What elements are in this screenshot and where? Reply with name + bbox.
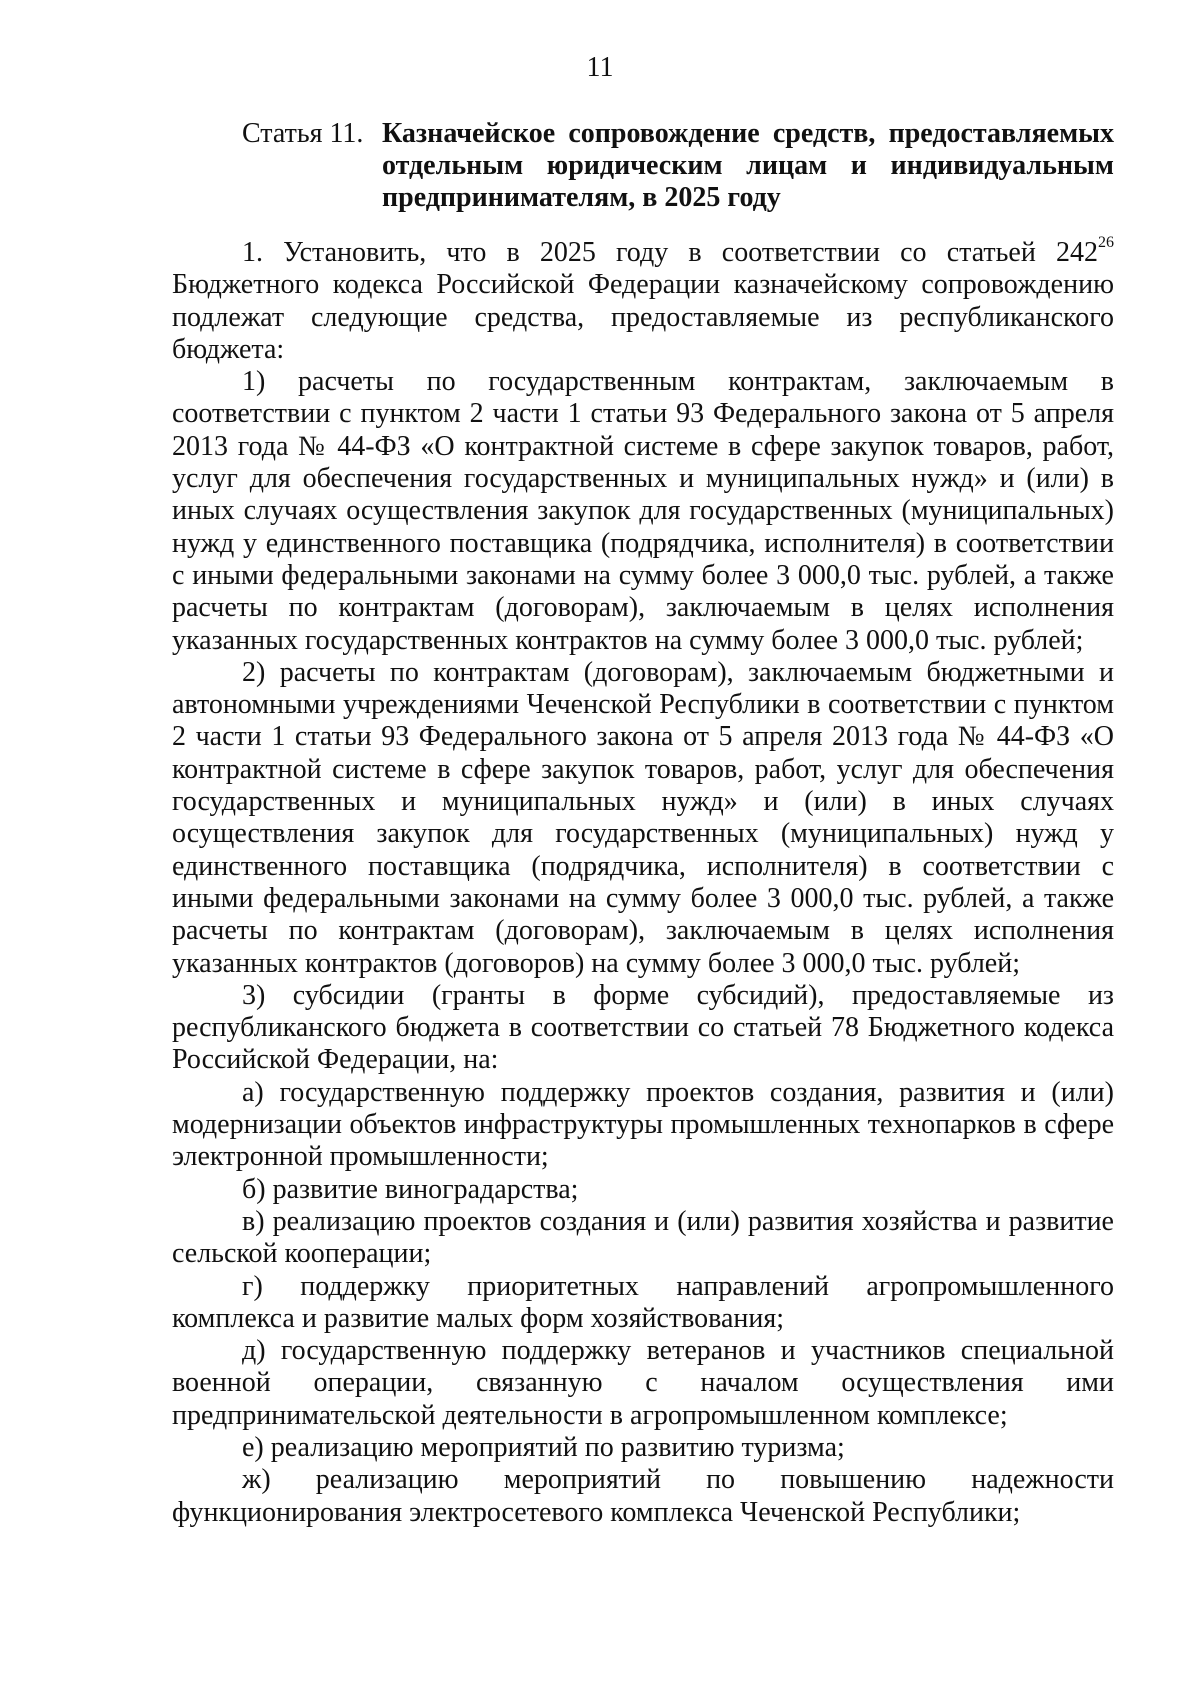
paragraph-1 [172, 234, 1114, 366]
subitem-v: в) реализацию проектов создания и (или) развития хозяйства и развитие сельской кооперации; [172, 1205, 1114, 1270]
subitem-b: б) развитие виноградарства; [242, 1173, 579, 1205]
subitem-zh: ж) реализацию мероприятий по повышению надежности функционирования электросетевого комплекса Чеченской Республики; [172, 1464, 1114, 1528]
item-2: 2) расчеты по контрактам (договорам), заключаемым бюджетными и автономными учреждениями Чеченской Республики в соответствии с пунктом 2 части 1 статьи 93 Федерального закона от 5 апреля 2013 года № 44-ФЗ «О контрактной системе в сфере закупок товаров, работ, услуг для обеспечения государственных и муниципальных нужд» и (или) в иных случаях осуществления закупок для государственных (муниципальных) нужд у единственного поставщика (подрядчика, исполнителя) в соответствии с иными федеральными законами на сумму более 3 000,0 тыс. рублей, а также расчеты по контрактам (договорам), заключаемым в целях исполнения указанных контрактов (договоров) на сумму более 3 000,0 тыс. рублей; [172, 656, 1114, 979]
page-number: 11 [586, 52, 614, 83]
item-1: 1) расчеты по государственным контрактам, заключаемым в соответствии с пунктом 2 части 1 статьи 93 Федерального закона от 5 апреля 2013 года № 44-ФЗ «О контрактной системе в сфере закупок товаров, работ, услуг для обеспечения государственных и муниципальных нужд» и (или) в иных случаях осуществления закупок для государственных (муниципальных) нужд у единственного поставщика (подрядчика, исполнителя) в соответствии с иными федеральными законами на сумму более 3 000,0 тыс. рублей, а также расчеты по контрактам (договорам), заключаемым в целях исполнения указанных государственных контрактов на сумму более 3 000,0 тыс. рублей; [172, 366, 1114, 656]
article-heading [242, 118, 1114, 214]
paragraph-1-continuation: Бюджетного кодекса Российской Федерации казначейскому сопровождению подлежат следующие средства, предоставляемые из республиканского бюджета: [172, 269, 1114, 365]
article-body [172, 234, 1114, 1529]
subitem-a: а) государственную поддержку проектов создания, развития и (или) модернизации объектов инфраструктуры промышленных технопарков в сфере электронной промышленности; [172, 1076, 1114, 1173]
superscript-26: 26 [1098, 234, 1114, 251]
article-label: Статья 11. [242, 118, 364, 149]
item-3: 3) субсидии (гранты в форме субсидий), предоставляемые из республиканского бюджета в соответствии со статьей 78 Бюджетного кодекса Российской Федерации, на: [172, 979, 1114, 1076]
paragraph-1-text: 1. Установить, что в 2025 году в соответствии со статьей 242 [242, 237, 1098, 268]
subitem-d: д) государственную поддержку ветеранов и участников специальной военной операции, связанную с началом осуществления ими предпринимательской деятельности в агропромышленном комплексе; [172, 1335, 1114, 1431]
subitem-e: е) реализацию мероприятий по развитию туризма; [242, 1431, 845, 1463]
subitem-g: г) поддержку приоритетных направлений агропромышленного комплекса и развитие малых форм хозяйствования; [172, 1270, 1114, 1334]
article-title: Казначейское сопровождение средств, предоставляемых отдельным юридическим лицам и индивидуальным предпринимателям, в 2025 году [382, 118, 1114, 213]
